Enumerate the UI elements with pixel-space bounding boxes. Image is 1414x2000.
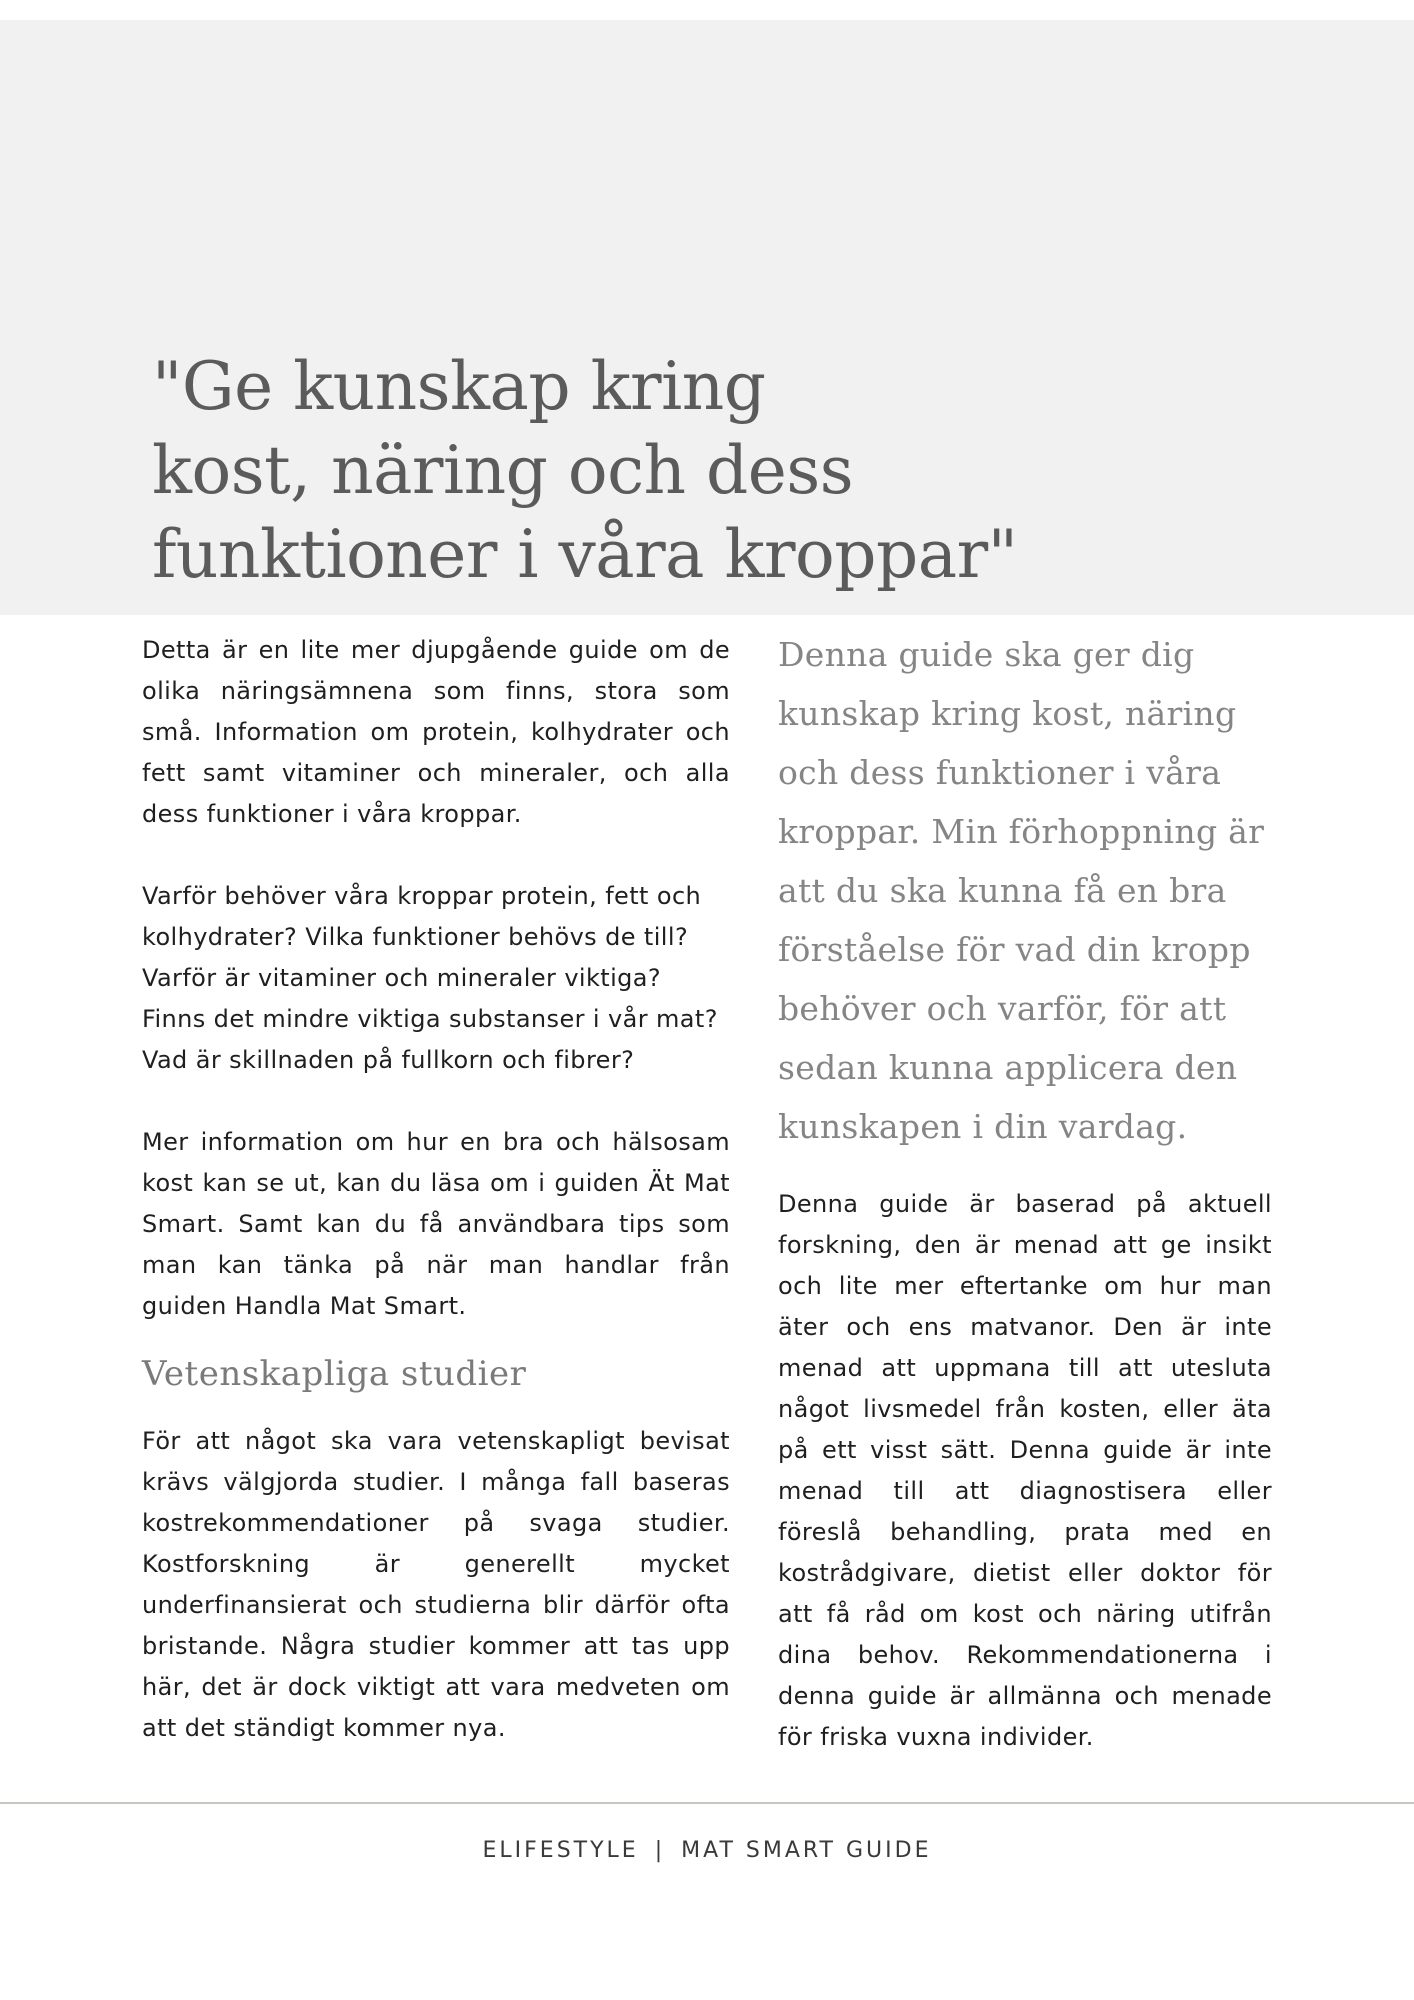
lead-line: kunskapen i din vardag. [778,1107,1188,1146]
lead-line: Denna guide ska ger dig [778,635,1195,674]
footer-divider [0,1802,1414,1804]
lead-line: att du ska kunna få en bra [778,871,1227,910]
footer-separator: | [654,1838,666,1863]
question-line: kolhydrater? Vilka funktioner behövs de till? [142,923,689,951]
headline-line: kost, näring och dess [152,432,854,509]
section-paragraph: För att något ska vara vetenskapligt bevisat krävs välgjorda studier. I många fall baseras kostrekommendationer på svaga studier. Kostforskning är generellt mycket underfinansierat och studierna blir därför ofta bristande. Några studier kommer att tas upp här, det är dock viktigt att vara medveten om att det ständigt kommer nya. [142,1427,730,1742]
footer-guide-title: MAT SMART GUIDE [681,1838,932,1863]
lead-line: kroppar. Min förhoppning är [778,812,1265,851]
lead-line: sedan kunna applicera den [778,1048,1238,1087]
headline-line: "Ge kunskap kring [152,348,766,425]
lead-line: förståelse för vad din kropp [778,930,1251,969]
right-column [778,625,1272,1799]
lead-quote [778,625,1272,1156]
disclaimer-paragraph: Denna guide är baserad på aktuell forskning, den är menad att ge insikt och lite mer eftertanke om hur man äter och ens matvanor. Den är inte menad att uppmana till att utesluta något livsmedel från kosten, eller äta på ett visst sätt. Denna guide är inte menad till att diagnostisera eller föreslå behandling, prata med en kostrådgivare, dietist eller doktor för att få råd om kost och näring utifrån dina behov. Rekommendationerna i denna guide är allmänna och menade för friska vuxna individer. [778,1190,1272,1751]
footer [0,1838,1414,1863]
page-headline [152,345,1052,597]
questions-paragraph [142,876,730,1081]
lead-line: och dess funktioner i våra [778,753,1222,792]
question-line: Vad är skillnaden på fullkorn och fibrer? [142,1046,635,1074]
question-line: Finns det mindre viktiga substanser i vår mat? [142,1005,718,1033]
lead-line: kunskap kring kost, näring [778,694,1237,733]
section-heading: Vetenskapliga studier [142,1354,527,1394]
more-info-paragraph: Mer information om hur en bra och hälsosam kost kan se ut, kan du läsa om i guiden Ät Mat Smart. Samt kan du få användbara tips som man kan tänka på när man handlar från guiden Handla Mat Smart. [142,1128,730,1320]
intro-paragraph: Detta är en lite mer djupgående guide om de olika näringsämnena som finns, stora som små. Information om protein, kolhydrater och fett samt vitaminer och mineraler, och alla dess funktioner i våra kroppar. [142,636,730,828]
question-line: Varför är vitaminer och mineraler viktiga? [142,964,662,992]
question-line: Varför behöver våra kroppar protein, fett och [142,882,702,910]
headline-line: funktioner i våra kroppar" [152,516,1018,593]
left-column [142,630,730,1790]
lead-line: behöver och varför, för att [778,989,1227,1028]
footer-brand: ELIFESTYLE [482,1838,639,1863]
